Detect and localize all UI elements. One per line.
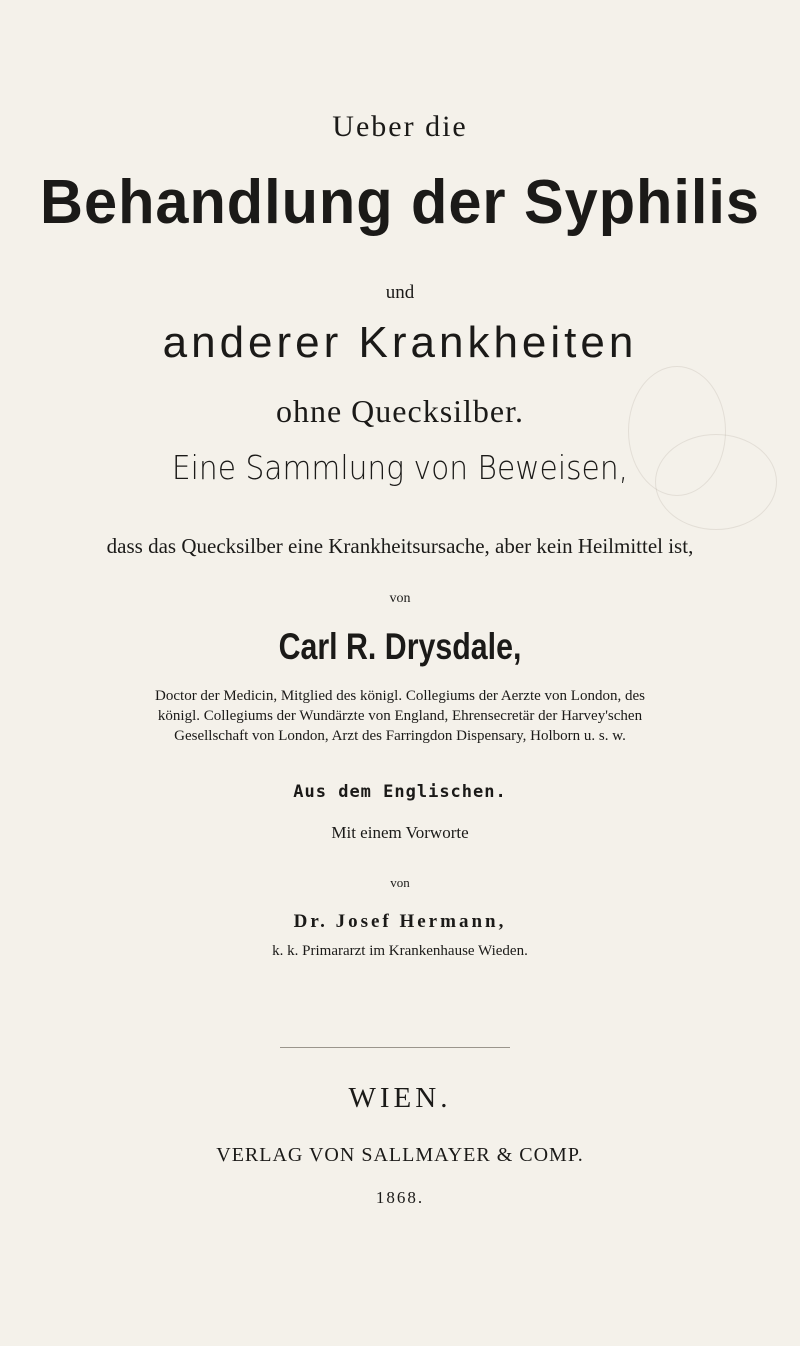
translation-note: Aus dem Englischen. [293,782,507,802]
title-connector: und [385,282,415,303]
subtitle-statement: dass das Quecksilber eine Krankheitsursache, aber kein Heilmittel ist, [106,534,694,558]
title-pre: Ueber die [332,110,468,143]
foreword-label: Mit einem Vorworte [331,823,469,842]
second-title: anderer Krankheiten [162,318,638,367]
subtitle-heading: Eine Sammlung von Beweisen, [171,448,629,487]
foreword-by: von [390,875,410,890]
foreword-author-name: Dr. Josef Hermann, [293,911,507,932]
imprint-city: WIEN. [348,1082,452,1114]
imprint-publisher: VERLAG VON SALLMAYER & COMP. [216,1144,584,1166]
author-name: Carl R. Drysdale, [278,626,522,667]
title-qualifier: ohne Quecksilber. [275,393,525,429]
foreword-author-role: k. k. Primararzt im Krankenhause Wieden. [272,943,528,959]
main-title: Behandlung der Syphilis [40,168,760,237]
divider-rule [280,1047,510,1048]
author-by: von [389,591,411,606]
author-credentials: Doctor der Medicin, Mitglied des königl. Collegiums der Aerzte von London, des königl. Collegiums der Wundärzte von England, Ehrensecretär der Harvey'schen Gesellschaft von London, Arzt des Farringdon Dispensary, Holborn u. s. w. [155,688,645,744]
imprint-year: 1868. [375,1188,425,1207]
